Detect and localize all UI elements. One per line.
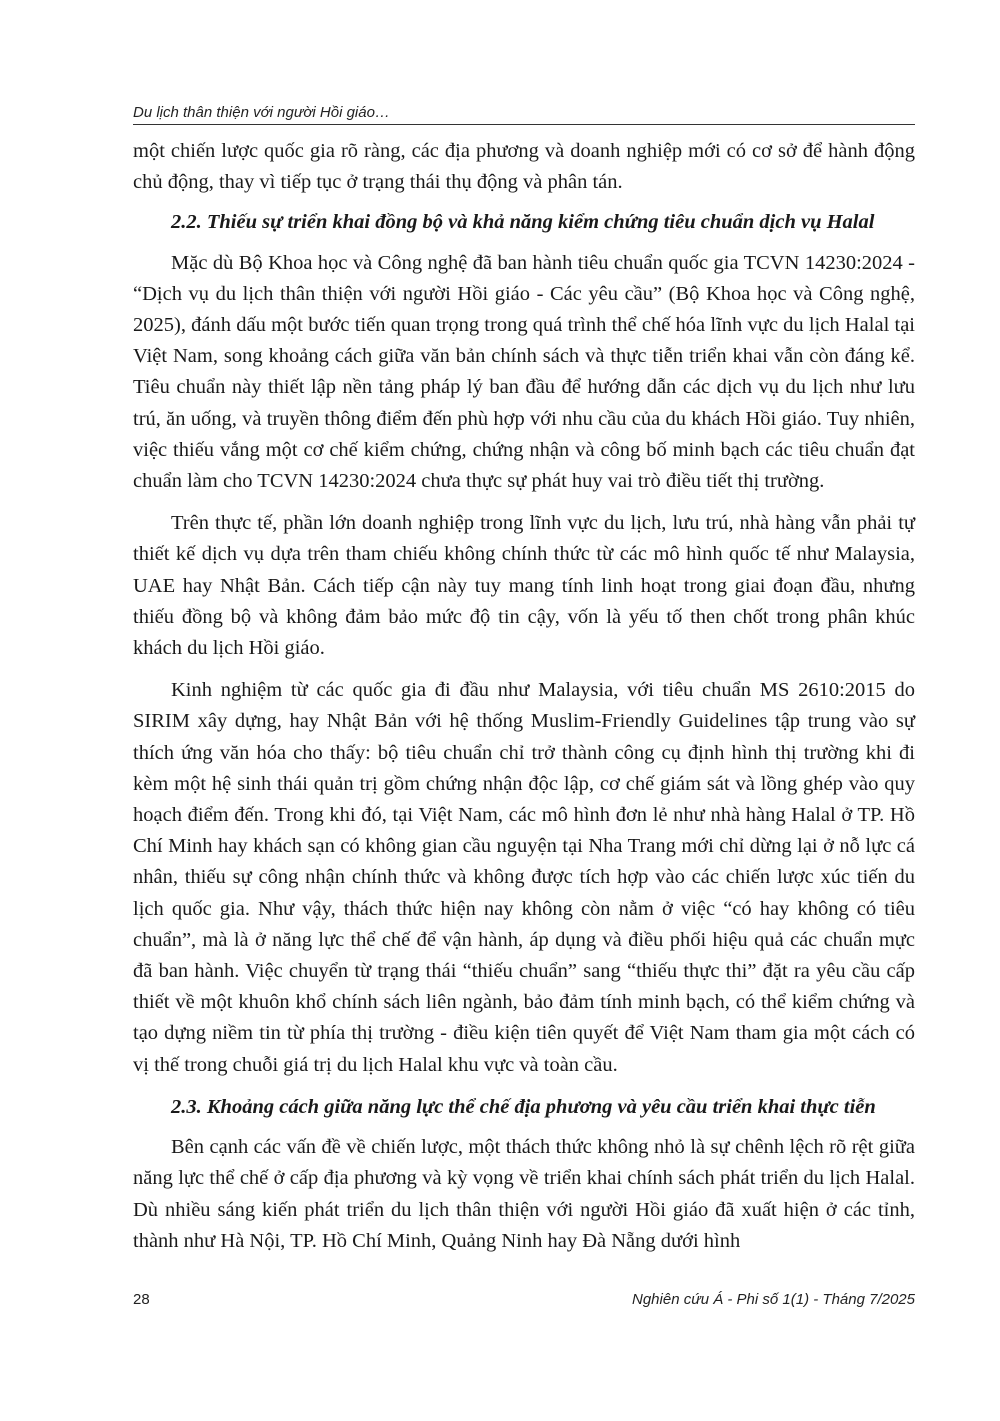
paragraph: Bên cạnh các vấn đề về chiến lược, một thách thức không nhỏ là sự chênh lệch rõ rệt giữa năng lực thể chế ở cấp địa phương và kỳ vọng về triển khai chính sách phát triển du lịch Halal. Dù nhiều sáng kiến phát triển du lịch thân thiện với người Hồi giáo đã xuất hiện ở các tỉnh, thành như Hà Nội, TP. Hồ Chí Minh, Quảng Ninh hay Đà Nẵng dưới hình <box>133 1136 915 1252</box>
header-divider <box>133 124 915 125</box>
page-number: 28 <box>133 1291 150 1308</box>
running-header: Du lịch thân thiện với người Hồi giáo… <box>133 104 390 121</box>
paragraph: Mặc dù Bộ Khoa học và Công nghệ đã ban hành tiêu chuẩn quốc gia TCVN 14230:2024 - “Dịch vụ du lịch thân thiện với người Hồi giáo - Các yêu cầu” (Bộ Khoa học và Công nghệ, 2025), đánh dấu một bước tiến quan trọng trong quá trình thể chế hóa lĩnh vực du lịch Halal tại Việt Nam, song khoảng cách giữa văn bản chính sách và thực tiễn triển khai vẫn còn đáng kể. Tiêu chuẩn này thiết lập nền tảng pháp lý ban đầu để hướng dẫn các dịch vụ du lịch như lưu trú, ăn uống, và truyền thông điểm đến phù hợp với nhu cầu của du khách Hồi giáo. Tuy nhiên, việc thiếu vắng một cơ chế kiểm chứng, chứng nhận và công bố minh bạch các tiêu chuẩn đạt chuẩn làm cho TCVN 14230:2024 chưa thực sự phát huy vai trò điều tiết thị trường. <box>133 251 915 493</box>
paragraph: Kinh nghiệm từ các quốc gia đi đầu như Malaysia, với tiêu chuẩn MS 2610:2015 do SIRIM xây dựng, hay Nhật Bản với hệ thống Muslim-Friendly Guidelines tập trung vào sự thích ứng văn hóa cho thấy: bộ tiêu chuẩn chỉ trở thành công cụ định hình thị trường khi đi kèm một hệ sinh thái quản trị gồm chứng nhận độc lập, cơ chế giám sát và lồng ghép vào quy hoạch điểm đến. Trong khi đó, tại Việt Nam, các mô hình đơn lẻ như nhà hàng Halal ở TP. Hồ Chí Minh hay khách sạn có không gian cầu nguyện tại Nha Trang mới chỉ dừng lại ở nỗ lực cá nhân, thiếu sự công nhận chính thức và không được tích hợp vào các chiến lược xúc tiến du lịch quốc gia. Như vậy, thách thức hiện nay không còn nằm ở việc “có hay không có tiêu chuẩn”, mà là ở năng lực thể chế để vận hành, áp dụng và điều phối hiệu quả các chuẩn mực đã ban hành. Việc chuyển từ trạng thái “thiếu chuẩn” sang “thiếu thực thi” đặt ra yêu cầu cấp thiết về một khuôn khổ chính sách liên ngành, bảo đảm tính minh bạch, có thể kiểm chứng và tạo dựng niềm tin từ phía thị trường - điều kiện tiên quyết để Việt Nam tham gia một cách có vị thế trong chuỗi giá trị du lịch Halal khu vực và toàn cầu. <box>133 679 915 1076</box>
paragraph: Trên thực tế, phần lớn doanh nghiệp trong lĩnh vực du lịch, lưu trú, nhà hàng vẫn phải tự thiết kế dịch vụ dựa trên tham chiếu không chính thức từ các mô hình quốc tế như Malaysia, UAE hay Nhật Bản. Cách tiếp cận này tuy mang tính linh hoạt trong giai đoạn đầu, nhưng thiếu đồng bộ và không đảm bảo mức độ tin cậy, vốn là yếu tố then chốt trong phân khúc khách du lịch Hồi giáo. <box>133 512 915 660</box>
paragraph-continued: một chiến lược quốc gia rõ ràng, các địa phương và doanh nghiệp mới có cơ sở để hành động chủ động, thay vì tiếp tục ở trạng thái thụ động và phân tán. <box>133 140 915 194</box>
section-heading-2-3: 2.3. Khoảng cách giữa năng lực thể chế địa phương và yêu cầu triển khai thực tiễn <box>171 1095 876 1118</box>
section-heading-2-2: 2.2. Thiếu sự triển khai đồng bộ và khả năng kiểm chứng tiêu chuẩn dịch vụ Halal <box>171 211 875 234</box>
journal-footer: Nghiên cứu Á - Phi số 1(1) - Tháng 7/2025 <box>632 1291 915 1308</box>
article-body <box>133 136 915 1268</box>
